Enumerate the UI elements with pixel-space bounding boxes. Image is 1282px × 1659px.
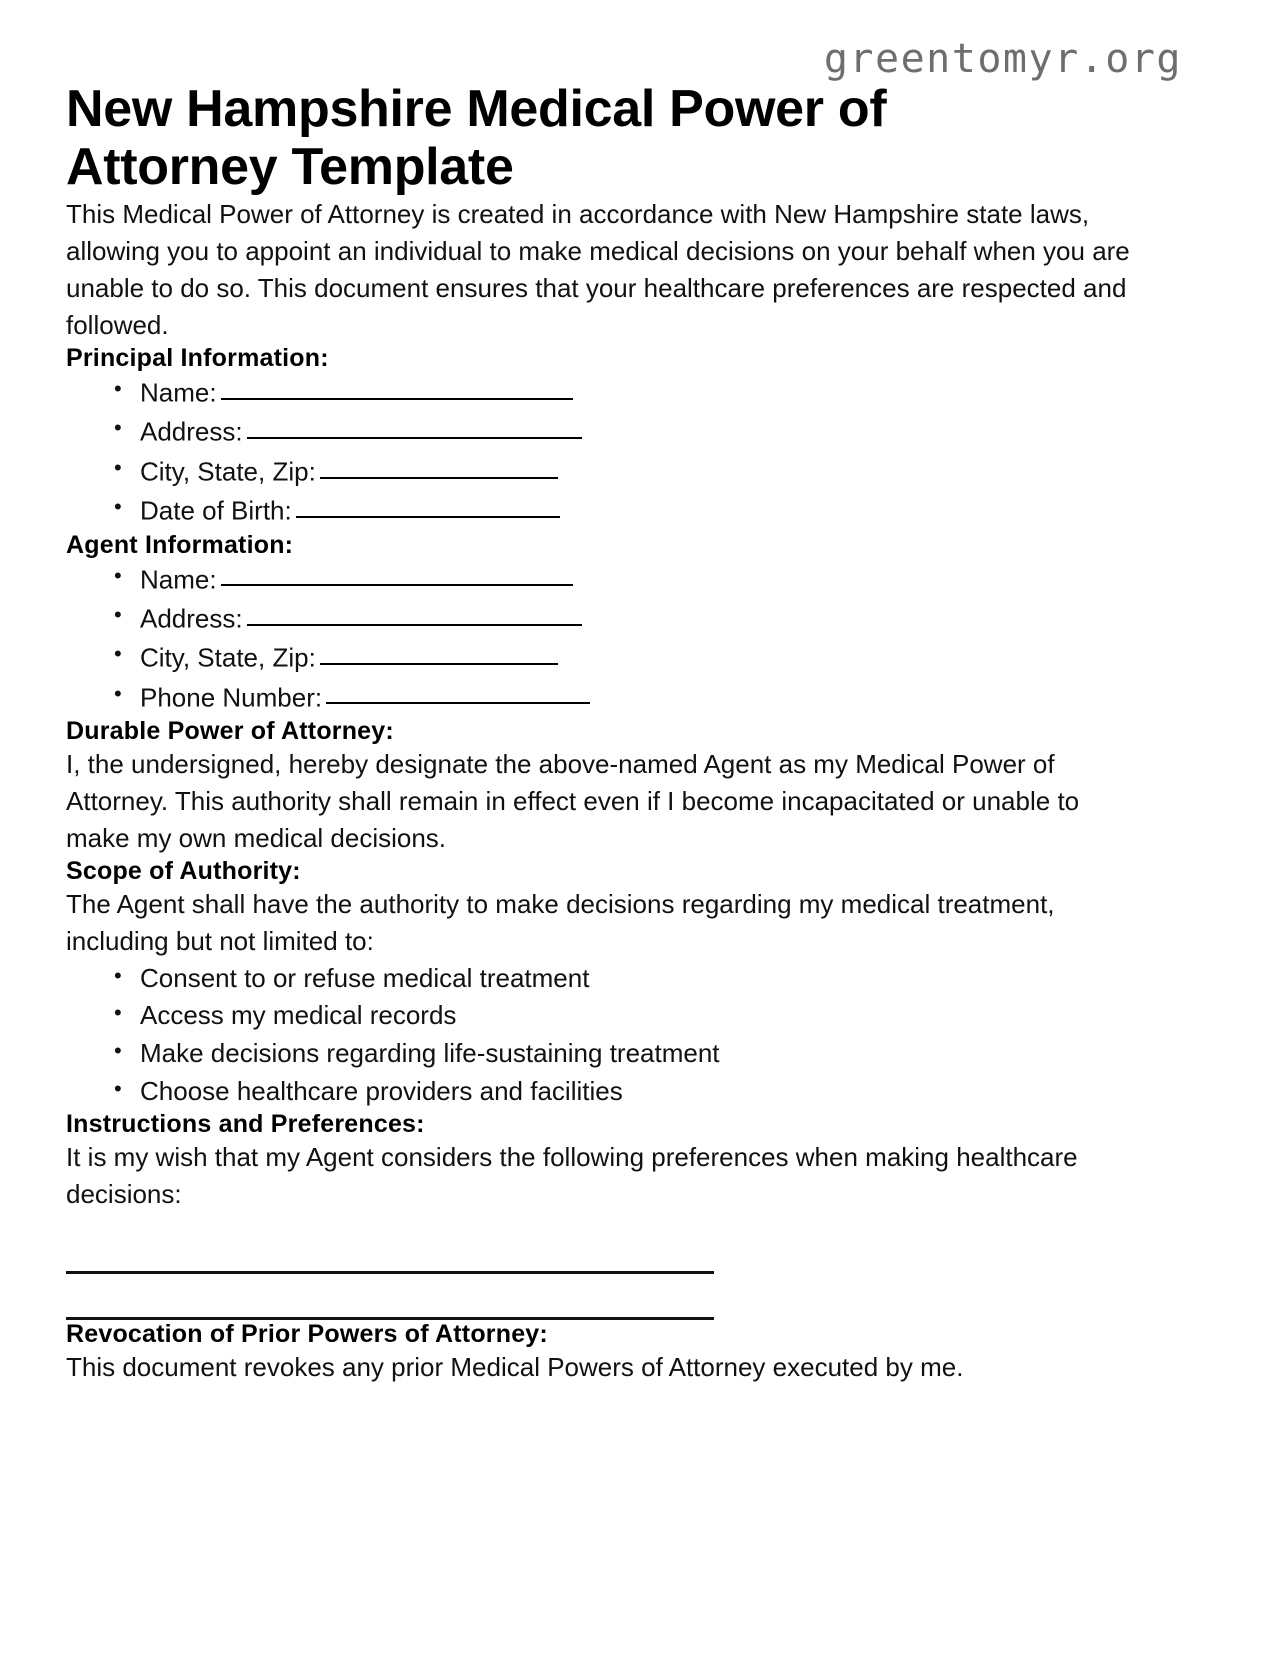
list-item: • Make decisions regarding life-sustaining treatment — [140, 1035, 1216, 1073]
field-label: Address: — [140, 417, 243, 448]
blank-line[interactable] — [320, 452, 558, 479]
heading-durable-power-of-attorney: Durable Power of Attorney: — [66, 717, 394, 746]
blank-line[interactable] — [296, 491, 560, 518]
field-label: Address: — [140, 603, 243, 634]
blank-line[interactable] — [320, 638, 558, 665]
blank-line[interactable] — [221, 560, 573, 587]
field-agent-address — [140, 599, 1216, 638]
field-principal-name — [140, 373, 1216, 412]
list-item: • Choose healthcare providers and facilities — [140, 1073, 1216, 1111]
field-label: City, State, Zip: — [140, 643, 316, 674]
heading-agent-information: Agent Information: — [66, 530, 294, 559]
field-principal-address — [140, 412, 1216, 451]
heading-scope-of-authority: Scope of Authority: — [66, 856, 301, 885]
instructions-and-preferences-paragraph: It is my wish that my Agent considers the following preferences when making healthcare decisions: — [66, 1142, 1078, 1210]
intro-paragraph: This Medical Power of Attorney is created in accordance with New Hampshire state laws, allowing you to appoint an individual to make medical decisions on your behalf when you are unable to do so. This document ensures that your healthcare preferences are respected and followed. — [66, 199, 1130, 341]
principal-information-fields — [66, 373, 1216, 531]
page-title: New Hampshire Medical Power of Attorney Template — [66, 80, 887, 197]
field-label: Name: — [140, 377, 217, 408]
field-label: Name: — [140, 564, 217, 595]
scope-of-authority-paragraph: The Agent shall have the authority to make decisions regarding my medical treatment, including but not limited to: — [66, 888, 1055, 956]
field-label: Phone Number: — [140, 682, 323, 713]
field-principal-city-state-zip — [140, 452, 1216, 491]
field-agent-name — [140, 560, 1216, 599]
revocation-paragraph: This document revokes any prior Medical Powers of Attorney executed by me. — [66, 1352, 964, 1383]
heading-principal-information: Principal Information: — [66, 344, 329, 373]
list-item: • Consent to or refuse medical treatment — [140, 960, 1216, 998]
heading-revocation-of-prior-powers: Revocation of Prior Powers of Attorney: — [66, 1320, 548, 1349]
durable-power-of-attorney-paragraph: I, the undersigned, hereby designate the above-named Agent as my Medical Power of Attorney. This authority shall remain in effect even if I become incapacitated or unable to make my own medical decisions. — [66, 749, 1080, 853]
field-label: Date of Birth: — [140, 495, 292, 526]
field-principal-date-of-birth — [140, 491, 1216, 530]
blank-line[interactable] — [247, 599, 582, 626]
heading-instructions-and-preferences: Instructions and Preferences: — [66, 1110, 425, 1139]
field-agent-phone-number — [140, 678, 1216, 717]
blank-line[interactable] — [326, 678, 590, 705]
preference-blank-line-1[interactable] — [66, 1271, 714, 1274]
scope-of-authority-list — [66, 960, 1216, 1111]
blank-line[interactable] — [247, 412, 582, 439]
field-label: City, State, Zip: — [140, 456, 316, 487]
list-item: • Access my medical records — [140, 997, 1216, 1035]
agent-information-fields — [66, 560, 1216, 718]
site-watermark: greentomyr.org — [823, 36, 1182, 82]
blank-line[interactable] — [221, 373, 573, 400]
field-agent-city-state-zip — [140, 638, 1216, 677]
